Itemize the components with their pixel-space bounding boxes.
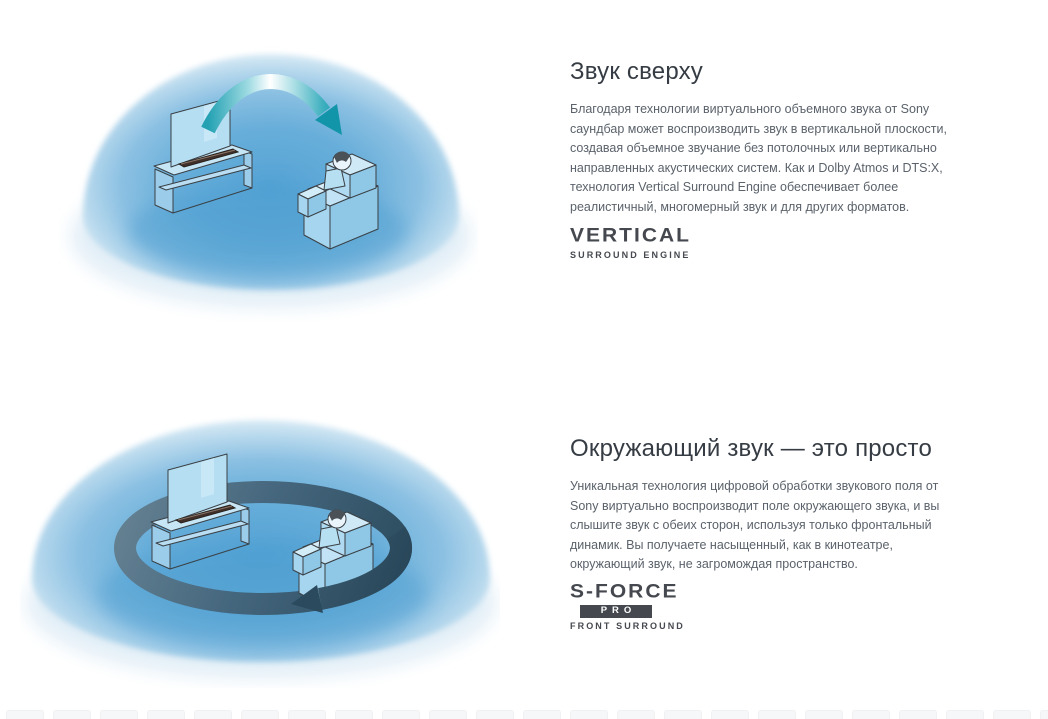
thumbnail-placeholder[interactable]: [852, 710, 890, 719]
section-body: Уникальная технология цифровой обработки звукового поля от Sony виртуально воспроизводит поле окружающего звука, и вы слышите звук с обеих сторон, используя только фронтальный динамик. Вы получаете насыщенный, как в кинотеатре, окружающий звук, не загромождая пространство.: [570, 479, 940, 571]
thumbnail-strip: [0, 710, 1048, 719]
thumbnail-placeholder[interactable]: [523, 710, 561, 719]
logo-word: VERTICAL: [570, 225, 691, 247]
thumbnail-placeholder[interactable]: [53, 710, 91, 719]
section-title: Окружающий звук — это просто: [570, 435, 933, 462]
thumbnail-placeholder[interactable]: [241, 710, 279, 719]
thumbnail-placeholder[interactable]: [429, 710, 467, 719]
thumbnail-placeholder[interactable]: [335, 710, 373, 719]
thumbnail-placeholder[interactable]: [993, 710, 1031, 719]
thumbnail-placeholder[interactable]: [899, 710, 937, 719]
logo-subtitle: FRONT SURROUND: [570, 621, 685, 631]
thumbnail-placeholder[interactable]: [194, 710, 232, 719]
thumbnail-placeholder[interactable]: [382, 710, 420, 719]
thumbnail-placeholder[interactable]: [805, 710, 843, 719]
thumbnail-placeholder[interactable]: [617, 710, 655, 719]
section-title: Звук сверху: [570, 58, 703, 85]
thumbnail-placeholder[interactable]: [288, 710, 326, 719]
section-body: Благодаря технологии виртуального объемного звука от Sony саундбар может воспроизводить звук в вертикальной плоскости, создавая объемное звучание без потолочных или вертикально направленных акустических систем. Как и Dolby Atmos и DTS:X, технология Vertical Surround Engine обеспечивает более реалистичный, многомерный звук и для других форматов.: [570, 102, 947, 214]
pro-badge: PRO: [580, 605, 652, 619]
surround-sound-illustration-svg: [20, 403, 500, 688]
thumbnail-placeholder[interactable]: [1040, 710, 1048, 719]
logo-subtitle: SURROUND ENGINE: [570, 250, 691, 260]
sforce-pro-text: [570, 434, 952, 631]
illustration-surround-sound: [20, 403, 500, 693]
thumbnail-placeholder[interactable]: [570, 710, 608, 719]
thumbnail-placeholder[interactable]: [758, 710, 796, 719]
thumbnail-placeholder[interactable]: [946, 710, 984, 719]
logo-word: S-FORCE: [570, 580, 679, 602]
vertical-surround-engine-logo: [570, 226, 691, 260]
vertical-sound-illustration-svg: [58, 36, 478, 321]
thumbnail-placeholder[interactable]: [711, 710, 749, 719]
thumbnail-placeholder[interactable]: [147, 710, 185, 719]
illustration-sound-from-above: [58, 36, 478, 326]
thumbnail-placeholder[interactable]: [100, 710, 138, 719]
thumbnail-placeholder[interactable]: [6, 710, 44, 719]
thumbnail-placeholder[interactable]: [664, 710, 702, 719]
thumbnail-placeholder[interactable]: [476, 710, 514, 719]
s-force-pro-front-surround-logo: [570, 582, 685, 632]
vertical-surround-text: [570, 57, 952, 260]
